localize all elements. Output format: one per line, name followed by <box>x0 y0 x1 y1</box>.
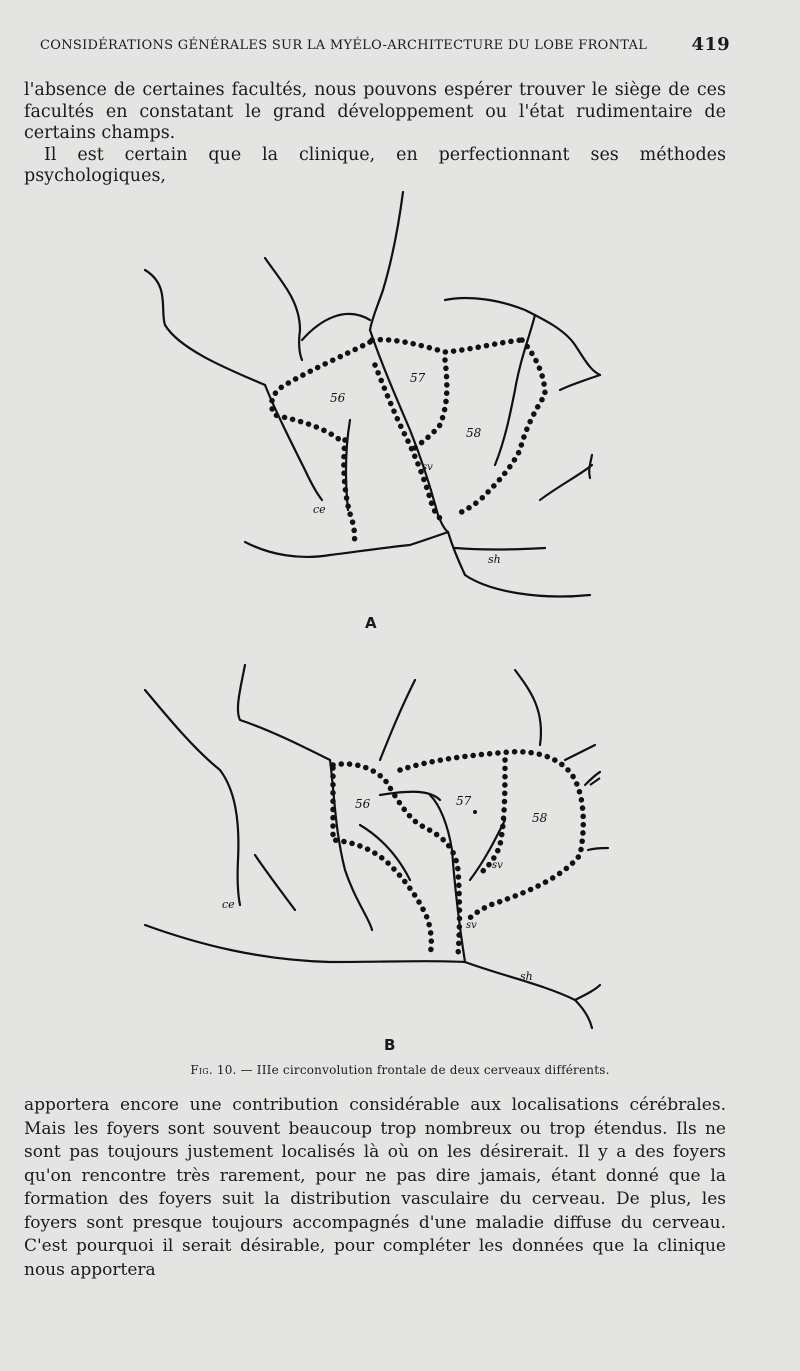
paragraph-3: apportera encore une contribution considérable aux localisations cérébrales. Mais les foyers sont souvent beaucoup trop nombreux ou trop étendus. Ils ne sont pas toujours justement localisés là où on les désirerait. Il y a des foyers qu'on rencontre très rarement, pour ne pas dire jamais, étant donné que la formation des foyers suit la distribution vasculaire du cerveau. De plus, les foyers sont presque toujours accompagnés d'une maladie diffuse du cerveau. C'est pourquoi il serait désirable, pour compléter les données que la clinique nous apportera <box>24 1095 726 1280</box>
bottom-paragraph <box>24 1094 726 1282</box>
page-number: 419 <box>691 34 730 55</box>
figure-letter-a: A <box>365 614 377 632</box>
label-b-56: 56 <box>355 797 371 811</box>
paragraph-1: l'absence de certaines facultés, nous pouvons espérer trouver le siège de ces facultés en constatant le grand développement ou l'état rudimentaire de certains champs. <box>24 80 726 143</box>
label-b-sv1: sv <box>492 860 503 871</box>
label-b-58: 58 <box>532 811 548 825</box>
label-a-57: 57 <box>410 371 426 385</box>
panel-b-sulci <box>145 665 608 1028</box>
label-b-57: 57 <box>456 794 472 808</box>
label-b-sv2: sv <box>466 920 477 931</box>
paragraph-2: Il est certain que la clinique, en perfectionnant ses méthodes psychologiques, <box>24 144 726 186</box>
running-title: CONSIDÉRATIONS GÉNÉRALES SUR LA MYÉLO-ARCHITECTURE DU LOBE FRONTAL <box>40 38 648 53</box>
label-a-56: 56 <box>330 391 346 405</box>
label-b-sh: sh <box>520 970 533 983</box>
caption-text: — IIIe circonvolution frontale de deux cerveaux différents. <box>236 1063 610 1077</box>
figure-caption <box>0 1063 800 1077</box>
label-b-ce: ce <box>222 898 235 911</box>
panel-a-sulci <box>145 192 600 596</box>
figure-letter-b: B <box>384 1036 396 1054</box>
label-a-sh: sh <box>488 553 501 566</box>
caption-figure-number: Fig. 10. <box>190 1063 237 1077</box>
label-a-58: 58 <box>466 426 482 440</box>
label-a-sv: sv <box>422 462 433 473</box>
label-a-ce: ce <box>313 503 326 516</box>
